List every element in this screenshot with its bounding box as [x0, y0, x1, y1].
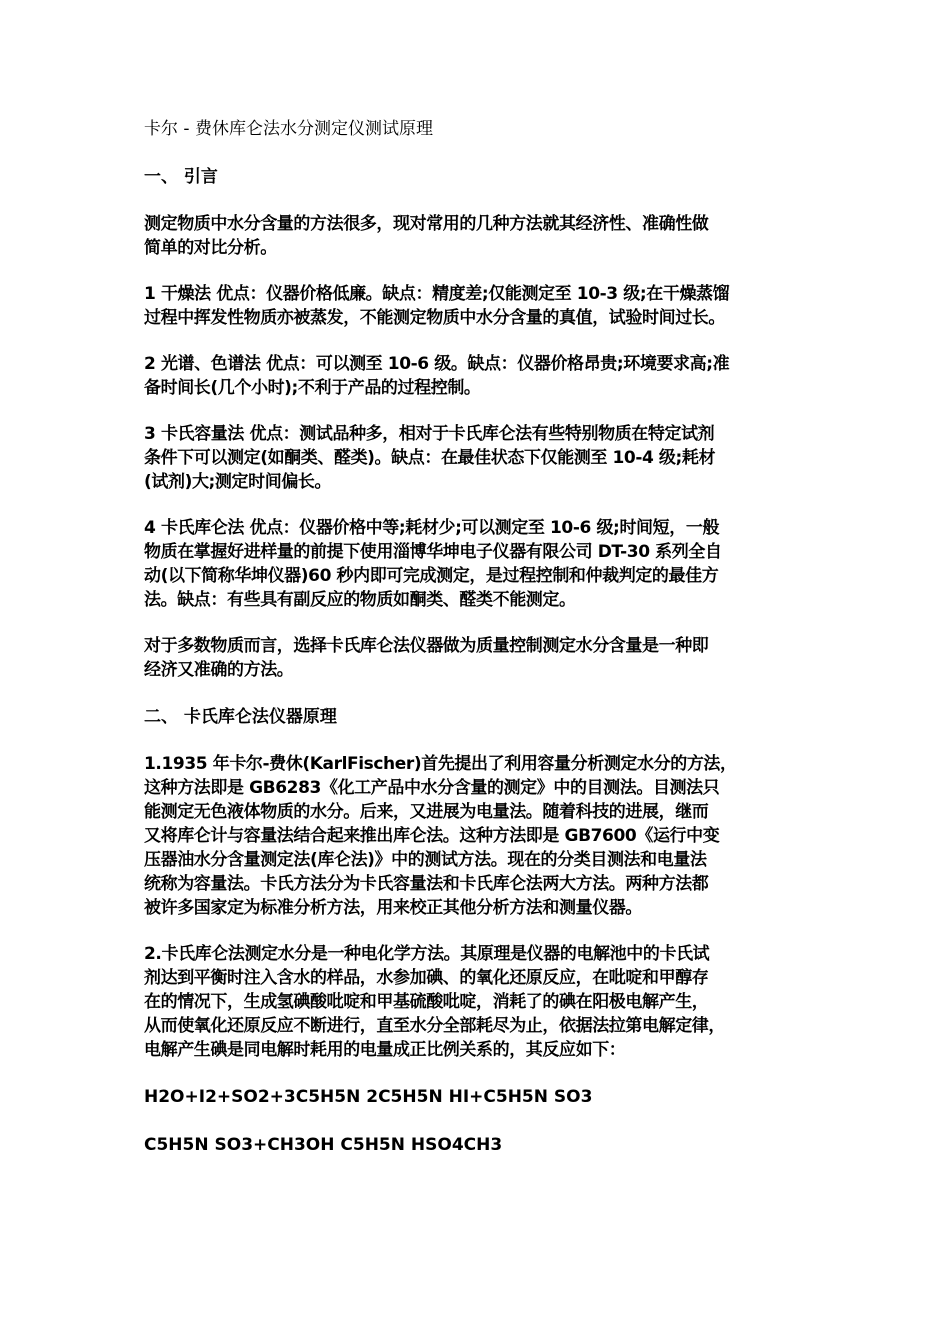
paragraph-history [144, 752, 808, 920]
text-line: 剂达到平衡时注入含水的样品，水参加碘、的氧化还原反应，在吡啶和甲醇存 [144, 968, 709, 988]
text-line: 这种方法即是 GB6283《化工产品中水分含量的测定》中的目测法。目测法只 [144, 778, 720, 798]
paragraph-drying-method [144, 282, 808, 330]
paragraph-intro [144, 212, 808, 260]
paragraph-volumetric-method [144, 422, 808, 494]
document-title: 卡尔 - 费休库仑法水分测定仪测试原理 [144, 119, 433, 139]
text-line: 压器油水分含量测定法(库仑法)》中的测试方法。现在的分类目测法和电量法 [144, 850, 707, 870]
text-line: 过程中挥发性物质亦被蒸发，不能测定物质中水分含量的真值，试验时间过长。 [144, 308, 725, 328]
document-page [144, 116, 808, 1180]
text-line: 能测定无色液体物质的水分。后来，又进展为电量法。随着科技的进展，继而 [144, 802, 709, 822]
paragraph-conclusion [144, 634, 808, 682]
text-line: 备时间长(几个小时);不利于产品的过程控制。 [144, 378, 481, 398]
text-line: 物质在掌握好进样量的前提下使用淄博华坤电子仪器有限公司 DT-30 系列全自 [144, 542, 722, 562]
paragraph-spectroscopy-method [144, 352, 808, 400]
section-heading-introduction: 一、 引言 [144, 167, 218, 187]
text-line: 经济又准确的方法。 [144, 660, 294, 680]
text-line: 从而使氧化还原反应不断进行，直至水分全部耗尽为止，依据法拉第电解定律， [144, 1016, 725, 1036]
text-line: 动(以下简称华坤仪器)60 秒内即可完成测定，是过程控制和仲裁判定的最佳方 [144, 566, 719, 586]
text-line: 统称为容量法。卡氏方法分为卡氏容量法和卡氏库仑法两大方法。两种方法都 [144, 874, 709, 894]
text-line: 3 卡氏容量法 优点：测试品种多，相对于卡氏库仑法有些特别物质在特定试剂 [144, 424, 715, 444]
text-line: 对于多数物质而言，选择卡氏库仑法仪器做为质量控制测定水分含量是一种即 [144, 636, 709, 656]
text-line: 测定物质中水分含量的方法很多，现对常用的几种方法就其经济性、准确性做 [144, 214, 709, 234]
text-line: 条件下可以测定(如酮类、醛类)。缺点：在最佳状态下仅能测至 10-4 级;耗材 [144, 448, 716, 468]
text-line: 被许多国家定为标准分析方法，用来校正其他分析方法和测量仪器。 [144, 898, 642, 918]
text-line: 2.卡氏库仑法测定水分是一种电化学方法。其原理是仪器的电解池中的卡氏试 [144, 944, 710, 964]
reaction-formula-2: C5H5N SO3+CH3OH C5H5N HSO4CH3 [144, 1135, 503, 1155]
section-heading-principle: 二、 卡氏库仑法仪器原理 [144, 707, 337, 727]
text-line: 1 干燥法 优点：仪器价格低廉。缺点：精度差;仅能测定至 10-3 级;在干燥蒸馏 [144, 284, 730, 304]
text-line: 电解产生碘是同电解时耗用的电量成正比例关系的，其反应如下： [144, 1040, 626, 1060]
text-line: 简单的对比分析。 [144, 238, 277, 258]
text-line: 4 卡氏库仑法 优点：仪器价格中等;耗材少;可以测定至 10-6 级;时间短，一般 [144, 518, 720, 538]
text-line: 又将库仑计与容量法结合起来推出库仑法。这种方法即是 GB7600《运行中变 [144, 826, 720, 846]
paragraph-coulometric-method [144, 516, 808, 612]
text-line: 法。缺点：有些具有副反应的物质如酮类、醛类不能测定。 [144, 590, 576, 610]
text-line: 在的情况下，生成氢碘酸吡啶和甲基硫酸吡啶，消耗了的碘在阳极电解产生， [144, 992, 709, 1012]
text-line: 1.1935 年卡尔-费休(KarlFischer)首先提出了利用容量分析测定水分的方法， [144, 754, 737, 774]
text-line: (试剂)大;测定时间偏长。 [144, 472, 332, 492]
text-line: 2 光谱、色谱法 优点：可以测至 10-6 级。缺点：仪器价格昂贵;环境要求高;准 [144, 354, 730, 374]
reaction-formula-1: H2O+I2+SO2+3C5H5N 2C5H5N HI+C5H5N SO3 [144, 1087, 593, 1107]
paragraph-principle [144, 942, 808, 1062]
